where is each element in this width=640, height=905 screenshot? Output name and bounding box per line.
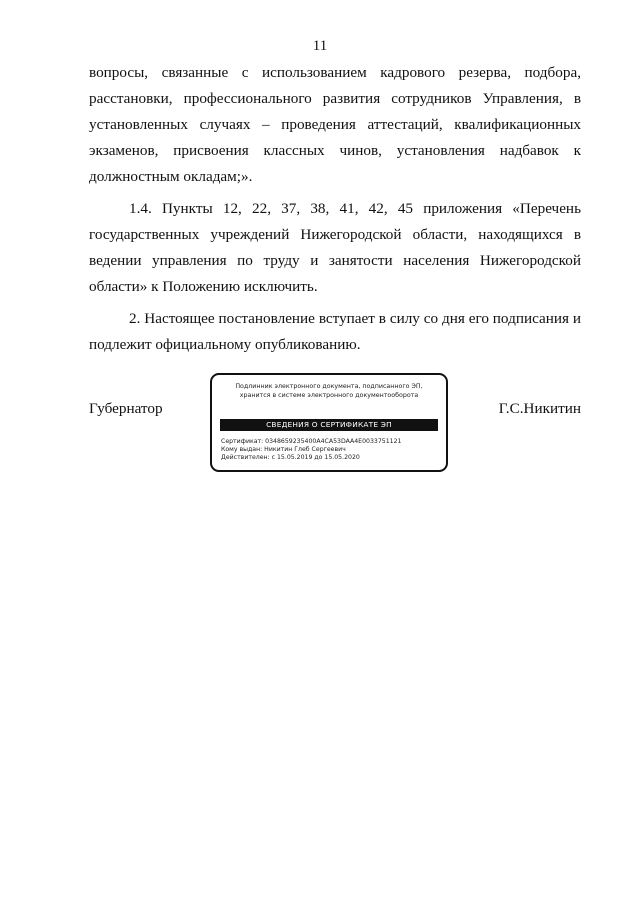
paragraph-clause-2: 2. Настоящее постановление вступает в силу со дня его подписания и подлежит официальному опубликованию.: [89, 310, 581, 353]
paragraph-clause-1-4: 1.4. Пункты 12, 22, 37, 38, 41, 42, 45 приложения «Перечень государственных учреждений Нижегородской области, находящихся в ведении управления по труду и занятости населения Нижегородской области» к Положению исключить.: [89, 200, 581, 295]
signatory-name: Г.С.Никитин: [498, 400, 581, 417]
stamp-note: [212, 383, 446, 400]
stamp-issued-to: Кому выдан: Никитин Глеб Сергеевич: [221, 446, 346, 453]
signatory-position: Губернатор: [89, 400, 163, 417]
stamp-certificate: Сертификат: 0348659235400А4СА53DAA4E0033751121: [221, 438, 402, 445]
page-number: 11: [312, 38, 328, 54]
stamp-validity: Действителен: с 15.05.2019 до 15.05.2020: [221, 454, 360, 461]
stamp-title: СВЕДЕНИЯ О СЕРТИФИКАТЕ ЭП: [220, 419, 438, 431]
electronic-signature-stamp: [210, 373, 448, 472]
stamp-note-line-1: Подлинник электронного документа, подписанного ЭП,: [235, 383, 423, 390]
stamp-note-line-2: хранится в системе электронного документооборота: [239, 391, 419, 399]
document-body: [89, 60, 581, 358]
paragraph-continuation: вопросы, связанные с использованием кадрового резерва, подбора, расстановки, профессионального развития сотрудников Управления, в установленных случаях – проведения аттестаций, квалификационных экзаменов, присвоения классных чинов, установления надбавок к должностным окладам;».: [89, 64, 581, 185]
stamp-details: [221, 438, 440, 462]
